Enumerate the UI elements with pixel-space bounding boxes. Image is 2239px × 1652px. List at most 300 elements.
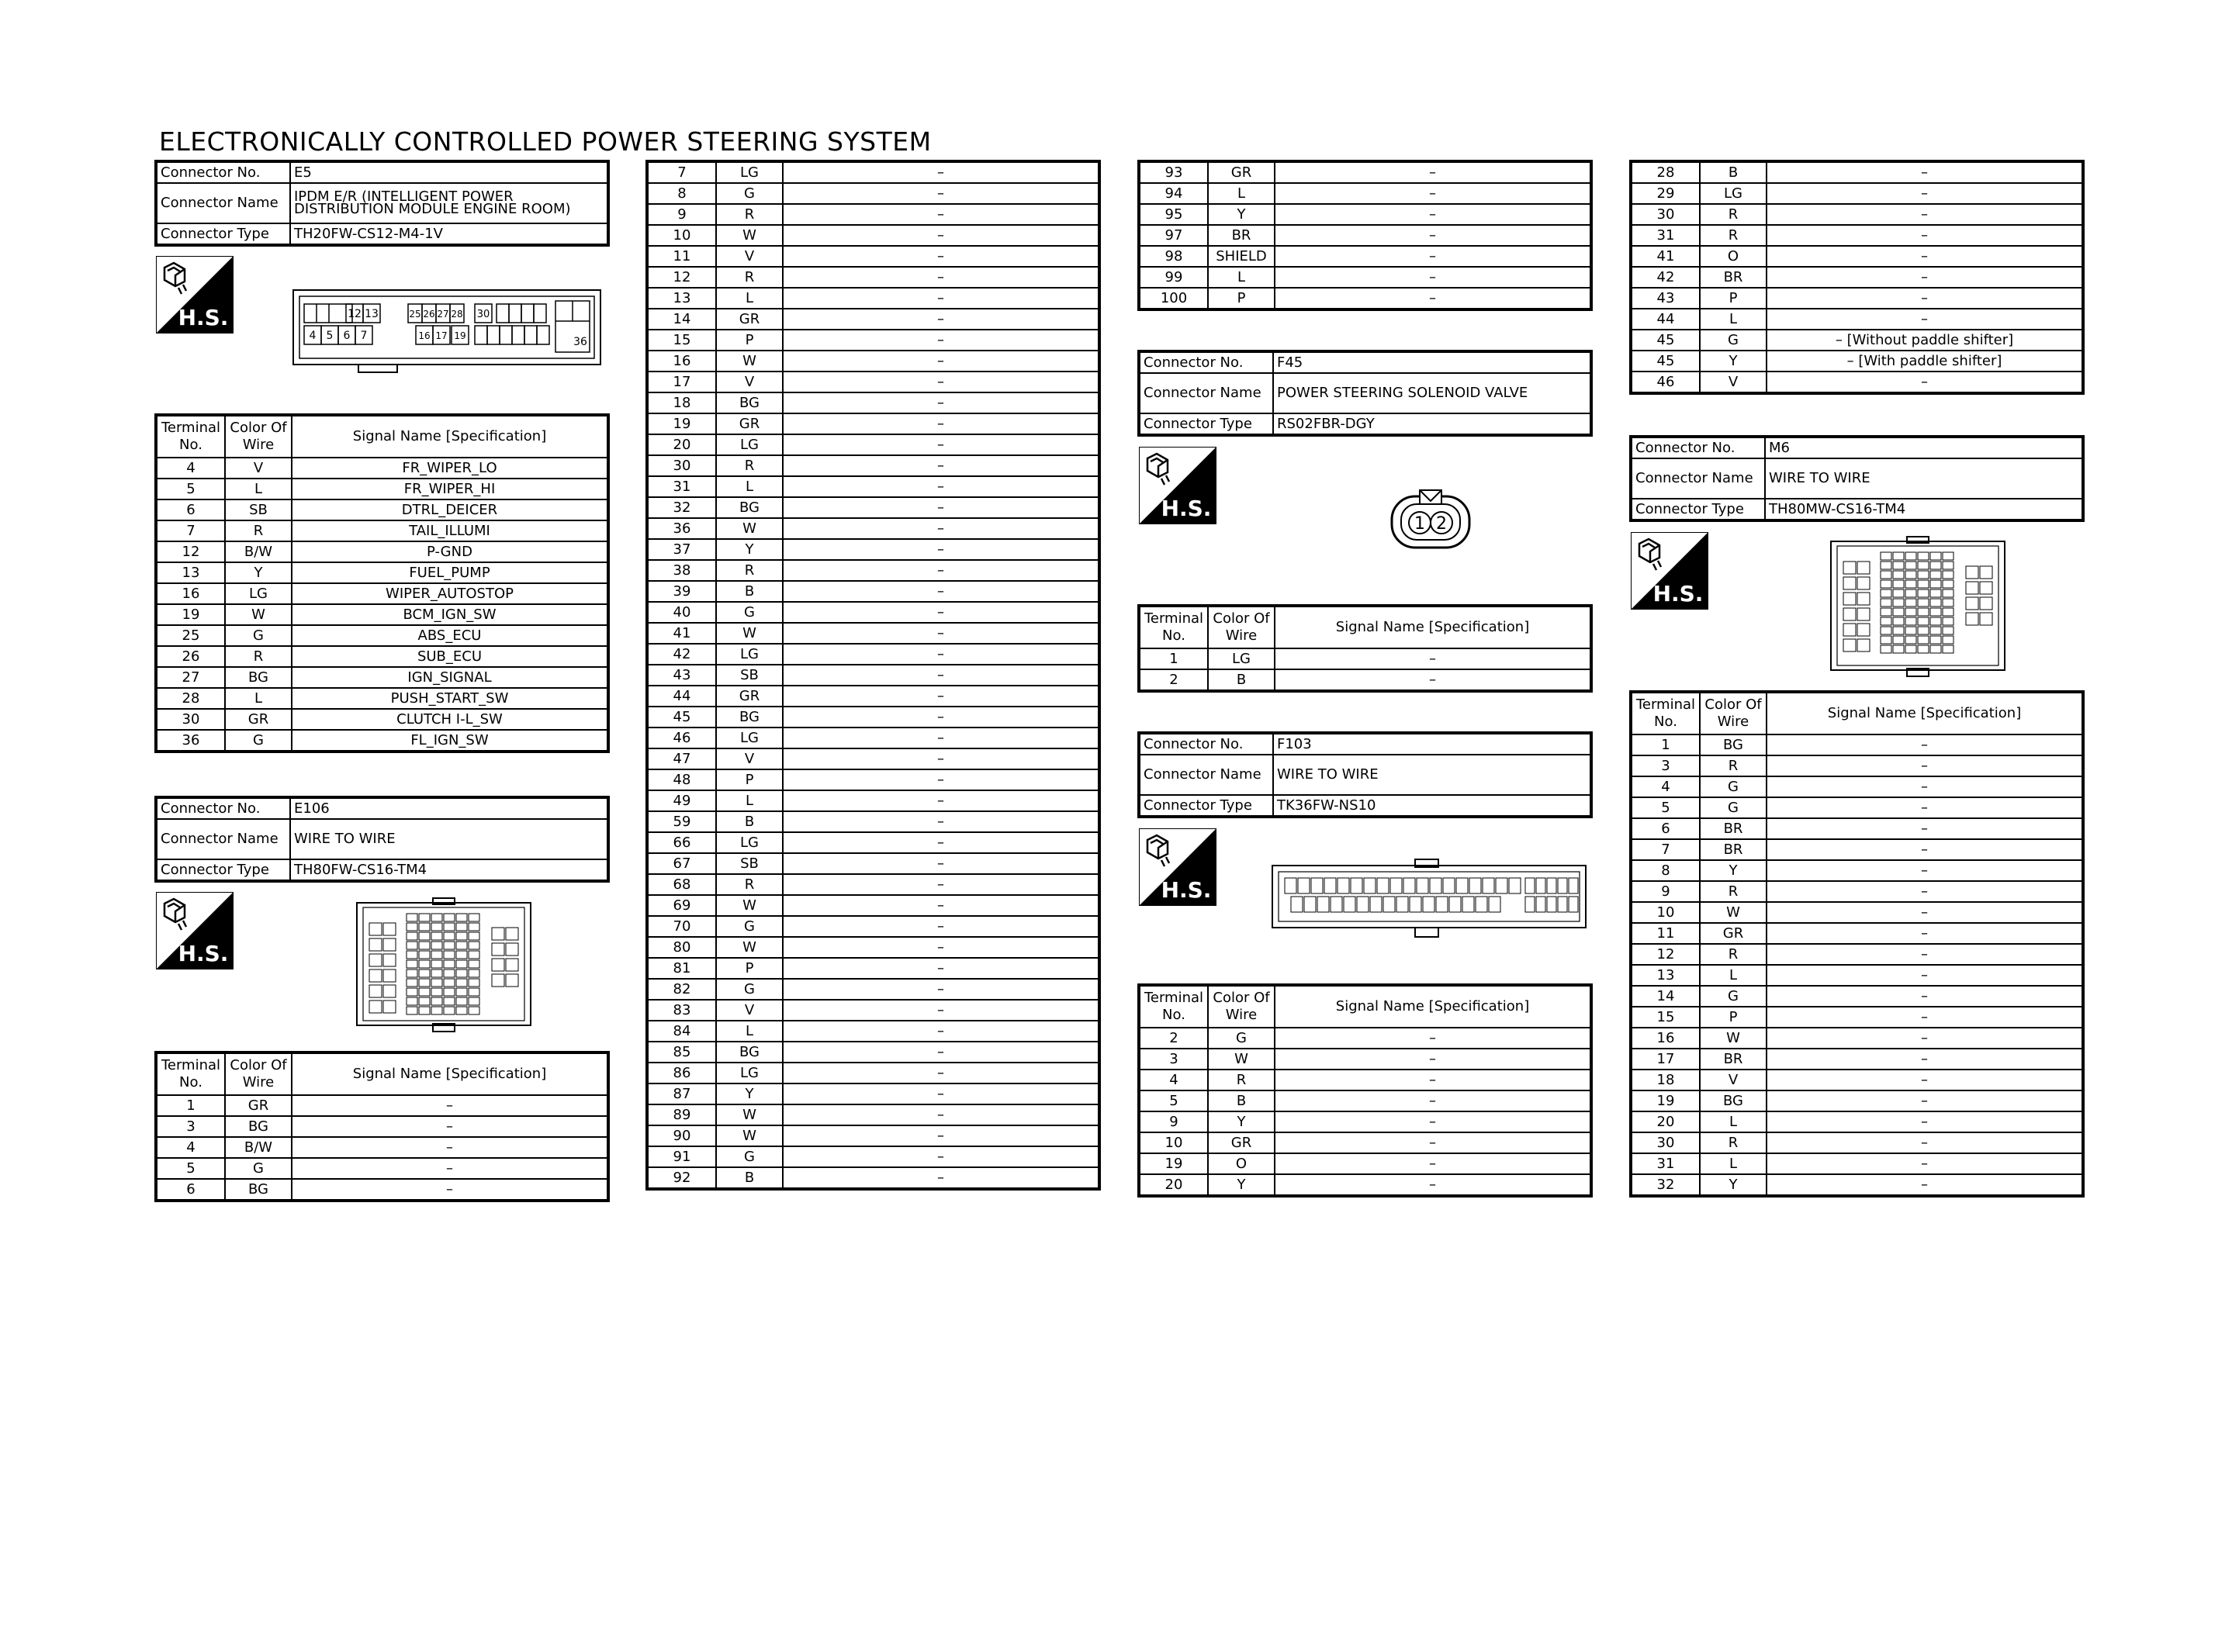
terminal-no-cell: 8 <box>647 183 716 204</box>
terminal-table-e106-continued-2 <box>1137 160 1593 311</box>
connector-type-label: Connector Type <box>1631 499 1765 520</box>
signal-name-cell: – <box>783 602 1099 623</box>
wire-color-cell: R <box>716 204 783 225</box>
signal-name-cell: – <box>1767 944 2083 965</box>
signal-name-header: Signal Name [Specification] <box>1275 985 1591 1028</box>
hs-badge <box>1631 532 1708 610</box>
table-row <box>647 748 1099 769</box>
terminal-no-cell: 28 <box>1631 161 1700 183</box>
connector-name-label: Connector Name <box>156 819 290 859</box>
connector-no-label: Connector No. <box>156 161 290 183</box>
signal-name-cell: – <box>1767 1174 2083 1196</box>
wire-color-cell: LG <box>1208 648 1275 669</box>
table-row <box>647 455 1099 476</box>
wire-color-cell: G <box>225 625 292 646</box>
connector-type-value: TH80FW-CS16-TM4 <box>290 859 608 881</box>
terminal-no-cell: 45 <box>1631 330 1700 351</box>
signal-name-cell: – <box>783 874 1099 895</box>
terminal-table-e106 <box>154 1051 610 1202</box>
wire-color-cell: L <box>716 476 783 497</box>
signal-name-cell: – <box>292 1158 608 1179</box>
wire-color-cell: O <box>1700 246 1767 267</box>
signal-name-cell: – <box>1275 1090 1591 1111</box>
signal-name-cell: – <box>783 372 1099 392</box>
wire-color-cell: B <box>716 811 783 832</box>
wire-color-cell: V <box>225 458 292 479</box>
terminal-no-cell: 32 <box>1631 1174 1700 1196</box>
signal-name-cell: – <box>1767 776 2083 797</box>
wire-color-cell: R <box>716 874 783 895</box>
table-row <box>647 309 1099 330</box>
signal-name-cell: BCM_IGN_SW <box>292 604 608 625</box>
wire-color-cell: B <box>716 1167 783 1189</box>
signal-name-cell: – <box>1275 267 1591 288</box>
hs-label: H.S. <box>178 305 229 330</box>
table-row <box>647 225 1099 246</box>
terminal-no-cell: 30 <box>1631 204 1700 225</box>
wire-color-cell: R <box>716 267 783 288</box>
signal-name-cell: – <box>1767 372 2083 393</box>
wire-color-cell: BG <box>1700 734 1767 755</box>
wire-color-cell: L <box>1208 267 1275 288</box>
table-row <box>1139 1111 1591 1132</box>
terminal-no-cell: 13 <box>156 562 225 583</box>
wire-color-cell: R <box>716 455 783 476</box>
connector-type-label: Connector Type <box>1139 795 1273 817</box>
terminal-no-cell: 19 <box>156 604 225 625</box>
pin-label: 27 <box>437 309 449 320</box>
connector-type-label: Connector Type <box>156 223 290 245</box>
wire-color-cell: BG <box>225 1179 292 1201</box>
connector-name-label: Connector Name <box>1139 373 1273 413</box>
table-row <box>1631 330 2083 351</box>
pin-label: 12 <box>348 308 362 320</box>
table-row <box>1139 204 1591 225</box>
wire-color-cell: SB <box>716 665 783 686</box>
table-row <box>647 644 1099 665</box>
signal-name-cell: – <box>783 1042 1099 1063</box>
signal-name-cell: – <box>1767 1132 2083 1153</box>
terminal-table-f103-continued <box>1629 160 2085 395</box>
signal-name-cell: – <box>1275 1028 1591 1049</box>
wire-color-cell: Y <box>1700 351 1767 372</box>
connector-type-label: Connector Type <box>156 859 290 881</box>
table-row <box>1139 183 1591 204</box>
terminal-no-cell: 95 <box>1139 204 1208 225</box>
wire-color-cell: W <box>716 1104 783 1125</box>
signal-name-cell: – <box>783 1000 1099 1021</box>
connector-no-value: F103 <box>1273 733 1591 755</box>
pin-label: 6 <box>343 330 351 342</box>
terminal-no-cell: 98 <box>1139 246 1208 267</box>
signal-name-header: Signal Name [Specification] <box>292 1052 608 1095</box>
signal-name-cell: – <box>1767 288 2083 309</box>
wire-color-cell: R <box>1700 225 1767 246</box>
table-row <box>647 769 1099 790</box>
table-row <box>156 688 608 709</box>
terminal-no-cell: 86 <box>647 1063 716 1083</box>
terminal-no-cell: 89 <box>647 1104 716 1125</box>
terminal-no-cell: 29 <box>1631 183 1700 204</box>
wire-color-cell: W <box>716 623 783 644</box>
wire-color-cell: Y <box>1700 1174 1767 1196</box>
wire-color-cell: LG <box>225 583 292 604</box>
signal-name-cell: – <box>783 476 1099 497</box>
signal-name-cell: – <box>783 330 1099 351</box>
connector-name-value: POWER STEERING SOLENOID VALVE <box>1273 373 1591 413</box>
signal-name-cell: – <box>1767 923 2083 944</box>
terminal-no-cell: 100 <box>1139 288 1208 309</box>
table-row <box>1139 1070 1591 1090</box>
table-row <box>156 1095 608 1116</box>
terminal-no-cell: 99 <box>1139 267 1208 288</box>
wire-color-cell: LG <box>716 728 783 748</box>
pin-label: 4 <box>309 330 317 342</box>
terminal-no-cell: 3 <box>1631 755 1700 776</box>
table-row <box>647 1063 1099 1083</box>
table-row <box>647 686 1099 707</box>
table-row <box>156 583 608 604</box>
terminal-no-cell: 41 <box>647 623 716 644</box>
connector-f103-diagram <box>1271 858 1587 940</box>
pin-label: 16 <box>418 330 431 341</box>
signal-name-header: Signal Name [Specification] <box>1275 606 1591 648</box>
table-row <box>647 623 1099 644</box>
wire-color-cell: BR <box>1208 225 1275 246</box>
wire-color-cell: V <box>716 246 783 267</box>
wire-color-cell: L <box>1700 965 1767 986</box>
pin-label: 19 <box>454 330 466 341</box>
wire-color-cell: P <box>1700 288 1767 309</box>
table-row <box>647 602 1099 623</box>
wire-color-cell: P <box>1208 288 1275 309</box>
terminal-no-cell: 45 <box>647 707 716 728</box>
terminal-no-cell: 7 <box>647 161 716 183</box>
wire-color-cell: L <box>1700 309 1767 330</box>
terminal-no-cell: 18 <box>647 392 716 413</box>
table-row <box>647 1000 1099 1021</box>
terminal-no-cell: 30 <box>1631 1132 1700 1153</box>
terminal-no-cell: 31 <box>1631 225 1700 246</box>
wire-color-cell: B <box>716 581 783 602</box>
wire-color-cell: G <box>716 1146 783 1167</box>
wire-color-cell: Y <box>1700 860 1767 881</box>
connector-icon <box>1147 835 1169 866</box>
table-row <box>1139 161 1591 183</box>
table-row <box>647 811 1099 832</box>
connector-icon <box>1147 454 1169 485</box>
pin-label: 30 <box>476 309 490 320</box>
table-row <box>647 1083 1099 1104</box>
wire-color-cell: LG <box>716 161 783 183</box>
signal-name-cell: – <box>783 1104 1099 1125</box>
table-row <box>1139 1174 1591 1196</box>
pin-label: 26 <box>423 309 435 320</box>
pin-label: 2 <box>1436 514 1447 534</box>
wire-color-cell: Y <box>1208 204 1275 225</box>
wire-color-cell: GR <box>716 309 783 330</box>
connector-no-label: Connector No. <box>1139 351 1273 373</box>
terminal-no-cell: 28 <box>156 688 225 709</box>
signal-name-cell: – <box>783 539 1099 560</box>
terminal-no-cell: 6 <box>156 499 225 520</box>
terminal-no-cell: 46 <box>647 728 716 748</box>
terminal-no-cell: 20 <box>647 434 716 455</box>
wire-color-cell: Y <box>225 562 292 583</box>
terminal-no-cell: 14 <box>1631 986 1700 1007</box>
wire-color-cell: V <box>716 748 783 769</box>
signal-name-cell: – <box>1767 161 2083 183</box>
terminal-no-cell: 4 <box>156 458 225 479</box>
terminal-no-cell: 20 <box>1139 1174 1208 1196</box>
hs-badge <box>156 256 234 334</box>
terminal-no-cell: 1 <box>1139 648 1208 669</box>
terminal-no-cell: 12 <box>156 541 225 562</box>
terminal-no-cell: 7 <box>1631 839 1700 860</box>
wire-color-cell: LG <box>716 434 783 455</box>
table-row <box>647 372 1099 392</box>
wire-color-cell: R <box>716 560 783 581</box>
terminal-no-cell: 69 <box>647 895 716 916</box>
terminal-no-cell: 42 <box>1631 267 1700 288</box>
color-of-wire-header: Color Of Wire <box>1700 692 1767 734</box>
wire-color-cell: W <box>716 518 783 539</box>
wire-color-cell: L <box>716 288 783 309</box>
wire-color-cell: V <box>716 372 783 392</box>
terminal-no-cell: 16 <box>647 351 716 372</box>
wire-color-cell: B <box>1208 669 1275 691</box>
terminal-no-cell: 85 <box>647 1042 716 1063</box>
terminal-no-cell: 44 <box>647 686 716 707</box>
table-row <box>647 1104 1099 1125</box>
signal-name-cell: – <box>783 1167 1099 1189</box>
signal-name-cell: – [With paddle shifter] <box>1767 351 2083 372</box>
signal-name-cell: – <box>1275 246 1591 267</box>
signal-name-cell: – <box>1767 881 2083 902</box>
wire-color-cell: BR <box>1700 267 1767 288</box>
signal-name-cell: – <box>783 686 1099 707</box>
pin-label: 5 <box>326 330 334 342</box>
connector-name-label: Connector Name <box>1631 458 1765 499</box>
table-row <box>647 937 1099 958</box>
wire-color-cell: Y <box>1208 1174 1275 1196</box>
table-row <box>1631 1049 2083 1070</box>
connector-no-label: Connector No. <box>1631 437 1765 458</box>
signal-name-cell: – <box>783 665 1099 686</box>
pin-label: 7 <box>360 330 368 342</box>
table-row <box>647 1125 1099 1146</box>
table-row <box>1139 648 1591 669</box>
terminal-no-cell: 6 <box>1631 818 1700 839</box>
table-row <box>156 1158 608 1179</box>
wire-color-cell: BR <box>1700 818 1767 839</box>
wire-color-cell: W <box>716 225 783 246</box>
signal-name-cell: – <box>783 1021 1099 1042</box>
wire-color-cell: P <box>1700 1007 1767 1028</box>
wire-color-cell: L <box>1700 1153 1767 1174</box>
connector-name-value: WIRE TO WIRE <box>290 819 608 859</box>
signal-name-cell: – <box>783 434 1099 455</box>
signal-name-cell: – <box>783 623 1099 644</box>
signal-name-cell: – <box>1767 1007 2083 1028</box>
connector-name-value: IPDM E/R (INTELLIGENT POWER DISTRIBUTION MODULE ENGINE ROOM) <box>290 183 608 223</box>
connector-name-value: WIRE TO WIRE <box>1765 458 2083 499</box>
table-row <box>1631 246 2083 267</box>
connector-type-value: TK36FW-NS10 <box>1273 795 1591 817</box>
signal-name-cell: – <box>783 979 1099 1000</box>
terminal-no-cell: 2 <box>1139 1028 1208 1049</box>
table-row <box>1139 1090 1591 1111</box>
terminal-no-cell: 15 <box>1631 1007 1700 1028</box>
wire-color-cell: R <box>1700 881 1767 902</box>
color-of-wire-header: Color Of Wire <box>225 1052 292 1095</box>
terminal-no-cell: 93 <box>1139 161 1208 183</box>
table-row <box>156 625 608 646</box>
terminal-no-cell: 11 <box>647 246 716 267</box>
wire-color-cell: W <box>716 937 783 958</box>
terminal-no-cell: 37 <box>647 539 716 560</box>
hs-label: H.S. <box>1161 496 1212 521</box>
table-row <box>1631 776 2083 797</box>
wire-color-cell: BG <box>716 392 783 413</box>
table-row <box>1631 1007 2083 1028</box>
table-row <box>156 667 608 688</box>
pin-label: 17 <box>435 330 448 341</box>
wire-color-cell: V <box>1700 1070 1767 1090</box>
signal-name-cell: – <box>783 413 1099 434</box>
table-row <box>1631 309 2083 330</box>
signal-name-cell: – <box>292 1116 608 1137</box>
table-row <box>1631 161 2083 183</box>
table-row <box>156 1179 608 1201</box>
table-row <box>647 728 1099 748</box>
terminal-no-cell: 5 <box>156 1158 225 1179</box>
wire-color-cell: G <box>1700 330 1767 351</box>
wire-color-cell: V <box>1700 372 1767 393</box>
table-row <box>1139 1028 1591 1049</box>
terminal-no-cell: 49 <box>647 790 716 811</box>
signal-name-cell: – <box>783 958 1099 979</box>
signal-name-cell: – <box>783 811 1099 832</box>
table-row <box>156 541 608 562</box>
table-row <box>156 520 608 541</box>
signal-name-cell: – <box>783 790 1099 811</box>
signal-name-cell: – <box>783 1063 1099 1083</box>
table-row <box>647 497 1099 518</box>
table-row <box>1139 1132 1591 1153</box>
pin-label: 13 <box>365 308 379 320</box>
wire-color-cell: G <box>716 979 783 1000</box>
terminal-no-cell: 26 <box>156 646 225 667</box>
terminal-no-cell: 70 <box>647 916 716 937</box>
table-row <box>156 709 608 730</box>
signal-name-cell: – <box>1767 225 2083 246</box>
wire-color-cell: L <box>716 790 783 811</box>
terminal-no-cell: 5 <box>1631 797 1700 818</box>
wire-color-cell: GR <box>716 686 783 707</box>
terminal-no-header: Terminal No. <box>156 1052 225 1095</box>
connector-type-value: TH20FW-CS12-M4-1V <box>290 223 608 245</box>
signal-name-cell: – <box>783 246 1099 267</box>
table-row <box>1139 1049 1591 1070</box>
wire-color-cell: W <box>716 895 783 916</box>
connector-no-value: M6 <box>1765 437 2083 458</box>
signal-name-cell: FR_WIPER_LO <box>292 458 608 479</box>
terminal-table-e5 <box>154 413 610 753</box>
table-row <box>647 581 1099 602</box>
signal-name-cell: – <box>1275 1111 1591 1132</box>
wire-color-cell: R <box>225 520 292 541</box>
signal-name-cell: – <box>783 309 1099 330</box>
terminal-no-cell: 66 <box>647 832 716 853</box>
terminal-no-cell: 15 <box>647 330 716 351</box>
wire-color-cell: W <box>1208 1049 1275 1070</box>
table-row <box>647 665 1099 686</box>
signal-name-cell: – <box>1767 183 2083 204</box>
terminal-no-cell: 20 <box>1631 1111 1700 1132</box>
table-row <box>1631 986 2083 1007</box>
wire-color-cell: GR <box>716 413 783 434</box>
terminal-no-cell: 1 <box>156 1095 225 1116</box>
terminal-no-cell: 17 <box>1631 1049 1700 1070</box>
signal-name-cell: – <box>783 267 1099 288</box>
wire-color-cell: W <box>1700 902 1767 923</box>
table-row <box>156 646 608 667</box>
signal-name-cell: – <box>1767 1090 2083 1111</box>
terminal-no-cell: 5 <box>156 479 225 499</box>
connector-icon <box>164 263 186 294</box>
wire-color-cell: P <box>716 958 783 979</box>
table-row <box>647 267 1099 288</box>
hs-label: H.S. <box>178 941 229 966</box>
table-row <box>1631 267 2083 288</box>
connector-f45-diagram <box>1389 487 1472 551</box>
terminal-no-cell: 2 <box>1139 669 1208 691</box>
terminal-no-cell: 43 <box>647 665 716 686</box>
table-row <box>647 1021 1099 1042</box>
wire-color-cell: BG <box>225 667 292 688</box>
color-of-wire-header: Color Of Wire <box>1208 606 1275 648</box>
page-title: ELECTRONICALLY CONTROLLED POWER STEERING SYSTEM <box>159 126 932 157</box>
table-row <box>156 458 608 479</box>
signal-name-cell: – <box>1275 204 1591 225</box>
table-row <box>1631 183 2083 204</box>
terminal-no-cell: 30 <box>647 455 716 476</box>
signal-name-cell: DTRL_DEICER <box>292 499 608 520</box>
wire-color-cell: BR <box>1700 839 1767 860</box>
wire-color-cell: P <box>716 769 783 790</box>
signal-name-cell: – <box>783 392 1099 413</box>
signal-name-cell: P-GND <box>292 541 608 562</box>
signal-name-cell: – <box>1275 669 1591 691</box>
table-row <box>1631 204 2083 225</box>
wire-color-cell: GR <box>1700 923 1767 944</box>
signal-name-cell: – <box>783 455 1099 476</box>
terminal-no-cell: 4 <box>156 1137 225 1158</box>
table-row <box>647 392 1099 413</box>
signal-name-cell: – <box>783 769 1099 790</box>
wire-color-cell: R <box>225 646 292 667</box>
signal-name-cell: – <box>1275 1153 1591 1174</box>
signal-name-cell: – <box>783 1125 1099 1146</box>
table-row <box>1631 860 2083 881</box>
signal-name-cell: – <box>1275 288 1591 309</box>
table-row <box>156 1116 608 1137</box>
terminal-no-cell: 68 <box>647 874 716 895</box>
table-row <box>647 246 1099 267</box>
signal-name-cell: FL_IGN_SW <box>292 730 608 752</box>
wire-color-cell: R <box>1208 1070 1275 1090</box>
